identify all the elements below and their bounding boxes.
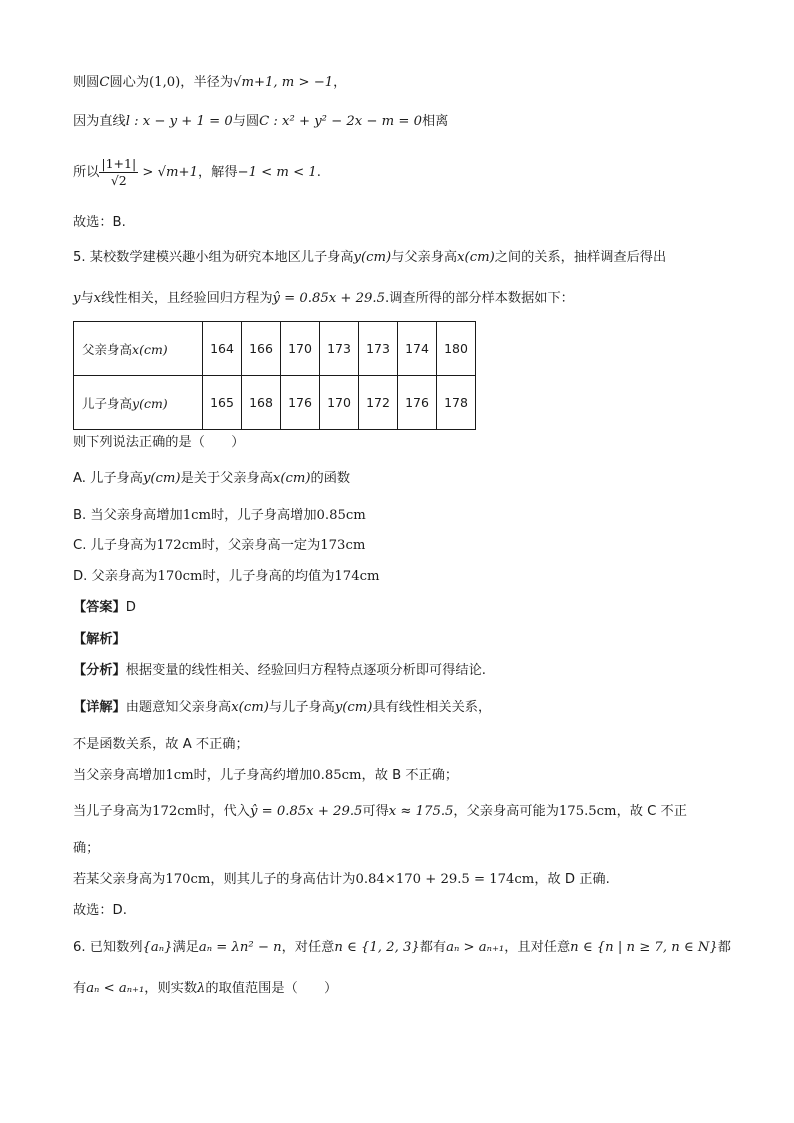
detail-line-1: 【详解】由题意知父亲身高x(cm)与儿子身高y(cm)具有线性相关关系， <box>73 700 492 715</box>
solution-choice-line: 故选：B. <box>73 215 126 230</box>
table-cell: 172 <box>359 376 398 430</box>
option-b: B. 当父亲身高增加1cm时，儿子身高增加0.85cm <box>73 508 366 523</box>
table-cell: 176 <box>398 376 437 430</box>
detail-line-3: 当父亲身高增加1cm时，儿子身高约增加0.85cm，故 B 不正确； <box>73 768 459 783</box>
table-row-label: 父亲身高x(cm) <box>74 322 203 376</box>
table-row <box>74 322 476 376</box>
table-cell: 174 <box>398 322 437 376</box>
fraction: $\frac{|1+1|}{√2}$ <box>101 155 137 188</box>
question-6-stem-1: 6. 已知数列{aₙ}满足aₙ = λn² − n，对任意n ∈ {1, 2, 3}都有aₙ > aₙ₊₁，且对任意n ∈ {n | n ≥ 7, n ∈ N}都 <box>73 940 731 955</box>
detail-line-7: 故选：D. <box>73 903 127 918</box>
solution-line-inequality: 所以 $\frac{|1+1|}{√2}$ > √m+1，解得−1 < m < 1. <box>73 155 321 188</box>
table-cell: 176 <box>281 376 320 430</box>
table-cell: 173 <box>320 322 359 376</box>
table-cell: 165 <box>203 376 242 430</box>
table-cell: 180 <box>437 322 476 376</box>
detail-line-2: 不是函数关系，故 A 不正确； <box>73 737 249 752</box>
detail-line-5: 确； <box>73 841 100 856</box>
analysis-summary: 【分析】根据变量的线性相关、经验回归方程特点逐项分析即可得结论. <box>73 663 487 678</box>
detail-line-6: 若某父亲身高为170cm，则其儿子的身高估计为0.84×170 + 29.5 = 174cm，故 D 正确. <box>73 872 610 887</box>
question-6-stem-2: 有aₙ < aₙ₊₁，则实数λ的取值范围是（ ） <box>73 981 338 996</box>
solution-line-circle-center: 则圆C圆心为(1,0)，半径为√m+1, m > −1， <box>73 75 347 90</box>
table-cell: 170 <box>281 322 320 376</box>
table-cell: 166 <box>242 322 281 376</box>
answer-line: 【答案】D <box>73 600 136 615</box>
table-row <box>74 376 476 430</box>
sample-data-table <box>73 321 476 430</box>
table-cell: 170 <box>320 376 359 430</box>
question-5-stem-2: y与x线性相关，且经验回归方程为ŷ = 0.85x + 29.5.调查所得的部分样本数据如下： <box>73 291 574 306</box>
question-5-ask: 则下列说法正确的是（ ） <box>73 435 245 450</box>
solution-line-line-circle: 因为直线l : x − y + 1 = 0与圆C : x² + y² − 2x − m = 0相离 <box>73 114 449 129</box>
question-5-stem-1: 5. 某校数学建模兴趣小组为研究本地区儿子身高y(cm)与父亲身高x(cm)之间的关系，抽样调查后得出 <box>73 250 667 265</box>
table-cell: 173 <box>359 322 398 376</box>
option-a: A. 儿子身高y(cm)是关于父亲身高x(cm)的函数 <box>73 471 351 486</box>
table-cell: 168 <box>242 376 281 430</box>
option-d: D. 父亲身高为170cm时，儿子身高的均值为174cm <box>73 569 380 584</box>
option-c: C. 儿子身高为172cm时，父亲身高一定为173cm <box>73 538 366 553</box>
table-cell: 164 <box>203 322 242 376</box>
analysis-heading: 【解析】 <box>73 632 126 647</box>
table-cell: 178 <box>437 376 476 430</box>
detail-line-4: 当儿子身高为172cm时，代入ŷ = 0.85x + 29.5可得x ≈ 175.5，父亲身高可能为175.5cm，故 C 不正 <box>73 804 687 819</box>
table-row-label: 儿子身高y(cm) <box>74 376 203 430</box>
